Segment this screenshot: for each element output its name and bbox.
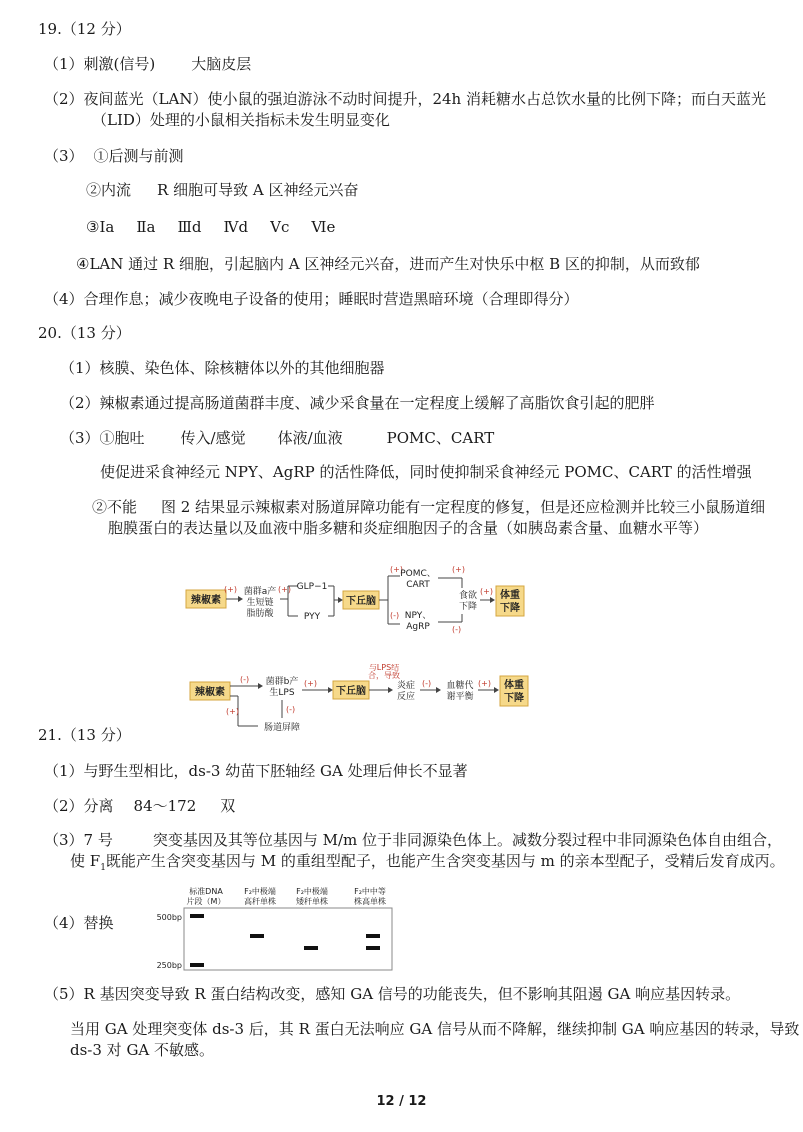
q19-part3-sub2-b: R 细胞可导致 A 区神经元兴奋	[157, 181, 359, 199]
q19-part2-line1: （2）夜间蓝光（LAN）使小鼠的强迫游泳不动时间提升，24h 消耗糖水占总饮水量的比例下降；而白天蓝光	[44, 90, 766, 108]
q20-part3-sub2-line2: 胞膜蛋白的表达量以及血液中脂多糖和炎症细胞因子的含量（如胰岛素含量、血糖水平等）	[108, 519, 709, 537]
d2-inflam-1: 炎症	[396, 681, 416, 691]
q19-part3-sub2-a: ②内流	[86, 181, 132, 199]
q21-part2	[44, 796, 235, 816]
d1-bacteria-a-1: 菌群a产	[243, 587, 277, 597]
q21-part3-line2-a: 使 F	[70, 852, 101, 870]
d2-arrowhead-5	[494, 687, 499, 693]
q21-part5-line3: ds-3 对 GA 不敏感。	[70, 1041, 215, 1059]
d1-appetite-2: 下降	[458, 602, 478, 612]
q21-part4: （4）替换	[44, 914, 114, 932]
q19-roman-4: Ⅳd	[223, 218, 249, 236]
q20-part3-sub2-line1	[92, 497, 765, 517]
q21-header: 21.（13 分）	[38, 726, 131, 744]
gel-band-lane4-bottom	[366, 946, 380, 950]
q19-part1-label: （1）刺激(信号)	[44, 55, 156, 73]
d2-weight-1: 体重	[504, 680, 524, 691]
gel-band-marker-250	[190, 963, 204, 967]
q19-part3-line1	[44, 146, 184, 166]
d2-barrier: 肠道屏障	[263, 723, 301, 733]
d2-sign-1: (-)	[240, 675, 250, 684]
gel-band-lane4-top	[366, 934, 380, 938]
gel-lane2-label-2: 高秆单株	[244, 897, 276, 906]
q19-part1	[44, 54, 251, 74]
q19-part3-label: （3）	[44, 147, 84, 165]
gel-marker-500: 500bp	[156, 913, 182, 922]
d2-bacteria-b-2: 生LPS	[269, 688, 295, 698]
q19-part3-sub1: ①后测与前测	[93, 147, 184, 165]
d1-sign-2: (+)	[278, 585, 291, 594]
d2-sign-5: (-)	[422, 679, 432, 688]
diagram-capsaicin-lps	[180, 664, 540, 734]
q21-part3-line2-sub: 1	[100, 863, 106, 873]
d2-sign-3: (-)	[286, 705, 296, 714]
gel-lane4-label-2: 株高单株	[354, 897, 386, 906]
d2-glucose-2: 谢平衡	[446, 692, 474, 702]
d1-arrowhead-1	[238, 596, 243, 602]
d1-capsaicin: 辣椒素	[191, 595, 221, 606]
q20-part2: （2）辣椒素通过提高肠道菌群丰度、减少采食量在一定程度上缓解了高脂饮食引起的肥胖	[60, 394, 655, 412]
gel-lane3-label-2: 矮秆单株	[296, 897, 328, 906]
q19-part1-answer: 大脑皮层	[191, 55, 252, 73]
q19-roman-6: Ⅵe	[311, 218, 336, 236]
q20-header: 20.（13 分）	[38, 324, 131, 342]
d1-glp: GLP−1	[296, 582, 328, 592]
d1-pomc: POMC、	[400, 569, 436, 579]
d1-agrp: AgRP	[406, 622, 430, 632]
q21-part5-line2: 当用 GA 处理突变体 ds-3 后，其 R 蛋白无法响应 GA 信号从而不降解，继续抑制 GA 响应基因的转录，导致	[70, 1020, 800, 1038]
d1-sign-4: (-)	[390, 611, 400, 620]
d1-sign-1: (+)	[224, 585, 237, 594]
d1-weight-1: 体重	[500, 590, 520, 601]
d2-arrowhead-3	[388, 687, 393, 693]
gel-lane2-label-1: F₂中极端	[244, 887, 276, 896]
gel-marker-250: 250bp	[156, 961, 182, 970]
d2-sign-2: (+)	[226, 707, 239, 716]
gel-band-lane3	[304, 946, 318, 950]
gel-lane3-label-1: F₂中极端	[296, 887, 328, 896]
d1-pyy: PYY	[303, 612, 321, 622]
q20-part3-item4: POMC、CART	[386, 429, 495, 447]
q21-part3-line1	[44, 830, 782, 850]
d2-hypothalamus: 下丘脑	[336, 686, 366, 697]
d1-sign-3: (+)	[390, 565, 403, 574]
q20-part3-line1	[60, 428, 494, 448]
gel-lane1-label-2: 片段（M）	[186, 897, 226, 906]
q19-part3-sub4: ④LAN 通过 R 细胞，引起脑内 A 区神经元兴奋，进而产生对快乐中枢 B 区的抑制，从而致郁	[76, 255, 700, 273]
d1-hypothalamus: 下丘脑	[346, 596, 376, 607]
gel-frame	[184, 908, 392, 970]
q19-part4: （4）合理作息；减少夜晚电子设备的使用；睡眠时营造黑暗环境（合理即得分）	[44, 290, 579, 308]
d2-glucose-1: 血糖代	[446, 681, 474, 691]
q19-part2-line2: （LID）处理的小鼠相关指标未发生明显变化	[92, 111, 390, 129]
d2-bacteria-b-1: 菌群b产	[265, 677, 299, 687]
d1-sign-6: (-)	[452, 625, 462, 634]
q19-roman-3: Ⅲd	[177, 218, 202, 236]
d2-arrowhead-1	[258, 683, 263, 689]
q21-part2-b: 84～172	[133, 797, 197, 815]
q21-part1: （1）与野生型相比，ds-3 幼苗下胚轴经 GA 处理后伸长不显著	[44, 762, 468, 780]
d2-inflam-2: 反应	[396, 692, 416, 702]
d1-weight-2: 下降	[500, 603, 520, 614]
q20-part3-item1: （3）①胞吐	[60, 429, 145, 447]
d1-arrowhead-2	[338, 597, 343, 603]
q19-roman-1: ③Ⅰa	[86, 218, 115, 236]
q19-header: 19.（12 分）	[38, 20, 131, 38]
q21-part3-a: （3）7 号	[44, 831, 113, 849]
d2-sign-4: (+)	[304, 679, 317, 688]
q20-part3-item3: 体液/血液	[277, 429, 343, 447]
d1-npy: NPY、	[404, 611, 432, 621]
d2-weight-2: 下降	[504, 693, 524, 704]
q19-roman-2: Ⅱa	[136, 218, 156, 236]
gel-band-lane2	[250, 934, 264, 938]
q20-part3-line2: 使促进采食神经元 NPY、AgRP 的活性降低，同时使抑制采食神经元 POMC、CART 的活性增强	[100, 463, 752, 481]
gel-band-marker-500	[190, 914, 204, 918]
d2-sign-6: (+)	[478, 679, 491, 688]
d2-lps-note-1: 与LPS结	[368, 664, 400, 672]
q19-part3-sub2	[86, 180, 358, 200]
d1-appetite-1: 食欲	[458, 591, 478, 601]
q20-part3-item2: 传入/感觉	[180, 429, 246, 447]
d1-arrowhead-3	[490, 597, 495, 603]
d1-sign-7: (+)	[480, 587, 493, 596]
q21-part3-line2	[70, 851, 785, 878]
q19-roman-5: Ⅴc	[270, 218, 290, 236]
q20-part3-sub2-a: ②不能	[92, 498, 138, 516]
page-number: 12 / 12	[376, 1094, 427, 1109]
q21-part3-line2-b: 既能产生含突变基因与 M 的重组型配子，也能产生含突变基因与 m 的亲本型配子，受精后发育成丙。	[105, 852, 785, 870]
q21-part3-b: 突变基因及其等位基因与 M/m 位于非同源染色体上。减数分裂过程中非同源染色体自由组合，	[152, 831, 783, 849]
gel-lane4-label-1: F₂中中等	[354, 887, 386, 896]
d1-cart: CART	[406, 580, 430, 590]
d1-sign-5: (+)	[452, 565, 465, 574]
gel-lane1-label-1: 标准DNA	[189, 887, 223, 896]
d2-arrowhead-2	[328, 687, 333, 693]
q20-part3-sub2-b: 图 2 结果显示辣椒素对肠道屏障功能有一定程度的修复，但是还应检测并比较三小鼠肠道细	[161, 498, 766, 516]
q21-part2-c: 双	[220, 797, 236, 815]
d2-capsaicin: 辣椒素	[195, 687, 225, 698]
q21-part2-a: （2）分离	[44, 797, 114, 815]
d2-lps-note-2: 合，导致	[368, 671, 400, 680]
q20-part1: （1）核膜、染色体、除核糖体以外的其他细胞器	[60, 359, 385, 377]
q21-part5: （5）R 基因突变导致 R 蛋白结构改变，感知 GA 信号的功能丧失，但不影响其阻遏 GA 响应基因转录。	[44, 985, 741, 1003]
gel-electrophoresis	[152, 884, 398, 974]
diagram-capsaicin-appetite	[180, 562, 540, 634]
d2-arrowhead-4	[436, 687, 441, 693]
q19-part3-sub3	[86, 217, 335, 237]
d1-bacteria-a-2: 生短链	[246, 598, 274, 608]
d1-bacteria-a-3: 脂肪酸	[246, 609, 274, 619]
